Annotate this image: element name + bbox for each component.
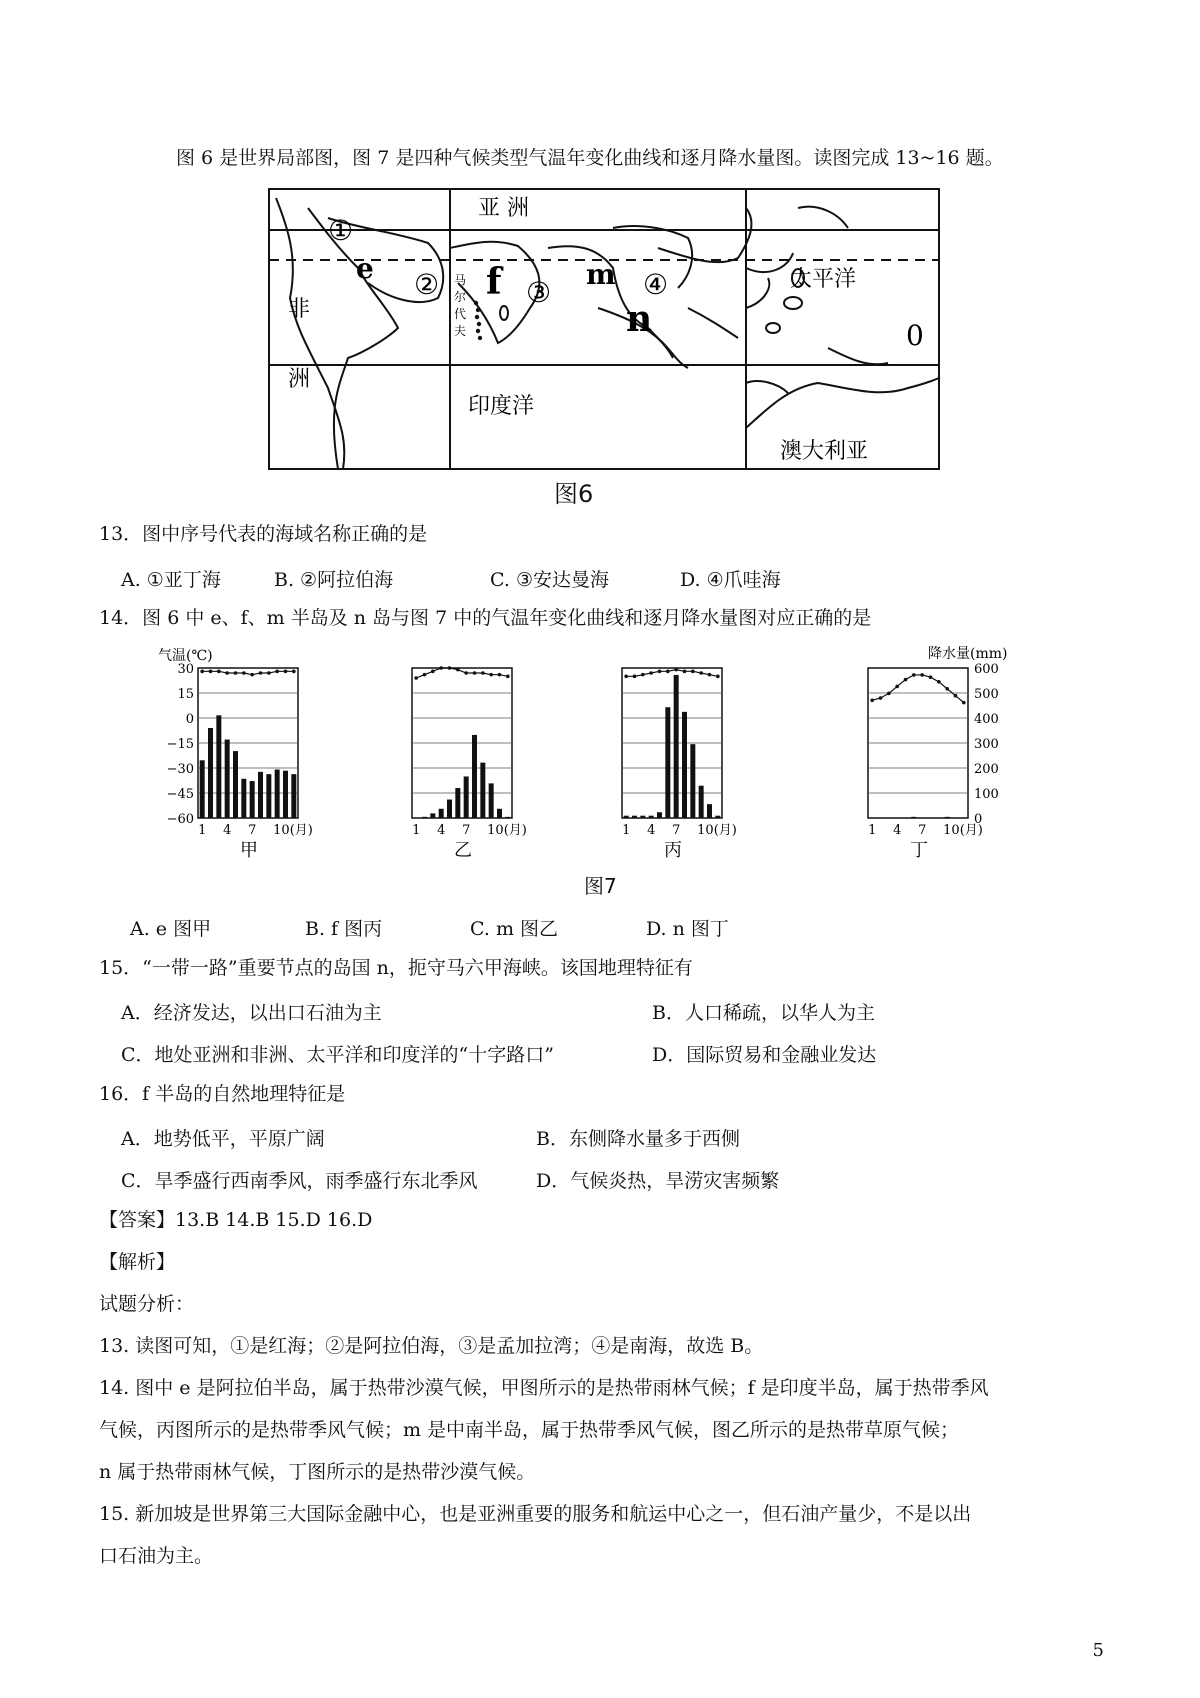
precip-bar <box>216 715 221 818</box>
precip-bar <box>640 816 645 818</box>
chart-name: 丙 <box>664 840 682 861</box>
precip-bar <box>200 760 205 818</box>
precip-bar <box>505 817 510 818</box>
x-tick-label: 4 <box>437 823 446 838</box>
map-label-maldives-4: 夫 <box>454 324 467 338</box>
chart-name: 甲 <box>240 840 258 861</box>
temperature-point <box>708 673 712 677</box>
temperature-point <box>641 673 645 677</box>
temp-tick-label: −15 <box>166 737 194 752</box>
temperature-point <box>904 678 908 682</box>
precip-bar <box>682 712 687 818</box>
x-tick-label: 7 <box>918 823 927 838</box>
temperature-point <box>498 673 502 677</box>
temp-tick-label: 0 <box>185 712 194 727</box>
precip-bar <box>707 804 712 818</box>
precip-tick-label: 100 <box>974 787 999 802</box>
map-label-circ1: ① <box>328 214 354 247</box>
precip-tick-label: 0 <box>974 812 983 827</box>
temperature-point <box>666 670 670 674</box>
precip-bar <box>674 675 679 818</box>
analysis-subheading: 试题分析： <box>99 1293 195 1315</box>
map-label-pacific: 太平洋 <box>790 267 857 292</box>
map-label-indian-ocean: 印度洋 <box>468 394 535 419</box>
precip-tick-label: 600 <box>974 662 999 677</box>
q13-stem: 13．图中序号代表的海域名称正确的是 <box>99 523 428 545</box>
precip-bar <box>489 783 494 818</box>
x-tick-label: 10(月) <box>487 823 527 838</box>
precip-bar <box>911 817 916 818</box>
temperature-point <box>242 671 246 675</box>
temperature-point <box>423 673 427 677</box>
map-label-zero: 0 <box>906 319 924 352</box>
map-label-maldives-1: 马 <box>454 273 467 287</box>
climate-chart-bing <box>612 646 792 866</box>
x-tick-label: 1 <box>622 823 631 838</box>
temperature-point <box>267 671 271 675</box>
analysis-line-1: 13. 读图可知，①是红海；②是阿拉伯海，③是孟加拉湾；④是南海，故选 B。 <box>99 1335 764 1357</box>
temperature-point <box>200 670 204 674</box>
temperature-point <box>284 670 288 674</box>
temperature-point <box>456 668 460 672</box>
precip-bar <box>233 751 238 818</box>
analysis-line-5: 15. 新加坡是世界第三大国际金融中心，也是亚洲重要的服务和航运中心之一，但石油产量少，不是以出 <box>99 1503 972 1525</box>
map-label-australia: 澳大利亚 <box>780 439 869 464</box>
q14-option-c: C. m 图乙 <box>470 918 558 940</box>
q16-option-b: B．东侧降水量多于西侧 <box>536 1128 740 1150</box>
chart-ding-wrapper <box>858 646 1058 870</box>
temperature-point <box>716 675 720 679</box>
map-label-circ2: ② <box>414 268 440 301</box>
precip-bar <box>250 781 255 818</box>
precip-bar <box>447 800 452 818</box>
map-label-circ3: ③ <box>526 276 552 309</box>
temp-tick-label: 15 <box>177 687 194 702</box>
intro-text: 图 6 是世界局部图，图 7 是四种气候类型气温年变化曲线和逐月降水量图。读图完成 13~16 题。 <box>176 147 1004 169</box>
precip-bar <box>455 788 460 818</box>
x-tick-label: 7 <box>462 823 471 838</box>
temperature-point <box>633 675 637 679</box>
precip-bar <box>657 812 662 818</box>
map-label-f: f <box>486 261 502 303</box>
precip-bar <box>422 817 427 818</box>
precip-bar <box>275 770 280 818</box>
temperature-point <box>954 694 958 698</box>
precip-bar <box>715 816 720 818</box>
precip-bar <box>439 809 444 818</box>
figure-6-map <box>268 188 940 470</box>
temperature-point <box>683 670 687 674</box>
x-tick-label: 10(月) <box>697 823 737 838</box>
temperature-point <box>439 666 443 670</box>
temperature-point <box>912 673 916 677</box>
precip-bar <box>464 776 469 818</box>
q13-option-c: C. ③安达曼海 <box>490 569 609 591</box>
precip-bar <box>283 771 288 818</box>
x-tick-label: 4 <box>893 823 902 838</box>
precip-tick-label: 300 <box>974 737 999 752</box>
precip-tick-label: 400 <box>974 712 999 727</box>
map-label-n: n <box>626 298 653 340</box>
figure-7-caption: 图7 <box>584 874 617 898</box>
climate-chart-jia <box>158 646 338 866</box>
temperature-point <box>259 671 263 675</box>
temperature-point <box>699 671 703 675</box>
temperature-point <box>464 671 468 675</box>
x-tick-label: 4 <box>223 823 232 838</box>
q13-option-a: A. ①亚丁海 <box>121 569 221 591</box>
chart-yi-wrapper <box>402 646 582 870</box>
precip-bar <box>430 813 435 818</box>
precip-bar <box>472 735 477 818</box>
x-tick-label: 10(月) <box>943 823 983 838</box>
map-label-e: e <box>356 252 374 285</box>
temperature-point <box>506 675 510 679</box>
precip-tick-label: 200 <box>974 762 999 777</box>
temperature-point <box>929 675 933 679</box>
temperature-point <box>962 701 966 705</box>
precip-bar <box>266 774 271 818</box>
q14-option-b: B. f 图丙 <box>305 918 383 940</box>
page-number: 5 <box>1092 1640 1104 1661</box>
precip-bar <box>480 763 485 818</box>
chart-name: 乙 <box>454 840 472 861</box>
q15-option-c: C．地处亚洲和非洲、太平洋和印度洋的“十字路口” <box>121 1044 554 1066</box>
precip-bar <box>291 774 296 818</box>
temperature-point <box>937 680 941 684</box>
temperature-point <box>209 670 213 674</box>
precip-bar <box>225 740 230 818</box>
precip-bar <box>624 816 629 818</box>
chart-bing-wrapper <box>612 646 792 870</box>
x-tick-label: 7 <box>248 823 257 838</box>
x-tick-label: 4 <box>647 823 656 838</box>
climate-chart-ding <box>858 646 1058 866</box>
map-label-africa2: 洲 <box>288 367 311 392</box>
q15-stem: 15．“一带一路”重要节点的岛国 n，扼守马六甲海峡。该国地理特征有 <box>99 957 693 979</box>
x-tick-label: 1 <box>868 823 877 838</box>
x-tick-label: 1 <box>412 823 421 838</box>
map-label-africa1: 非 <box>288 297 311 322</box>
precip-bar <box>690 744 695 818</box>
analysis-line-6: 口石油为主。 <box>99 1545 214 1567</box>
map-label-circ4: ④ <box>643 268 669 301</box>
precip-tick-label: 500 <box>974 687 999 702</box>
temp-tick-label: −60 <box>166 812 194 827</box>
temperature-point <box>275 670 279 674</box>
q14-option-d: D. n 图丁 <box>646 918 729 940</box>
temperature-point <box>945 687 949 691</box>
precip-bar <box>497 809 502 818</box>
temperature-point <box>658 670 662 674</box>
precip-bar <box>208 728 213 818</box>
temperature-point <box>920 673 924 677</box>
temperature-point <box>489 673 493 677</box>
q15-option-d: D．国际贸易和金融业发达 <box>652 1044 877 1066</box>
q13-option-d: D. ④爪哇海 <box>680 569 781 591</box>
q14-stem: 14．图 6 中 e、f、m 半岛及 n 岛与图 7 中的气温年变化曲线和逐月降水量图对应正确的是 <box>99 607 872 629</box>
temperature-point <box>887 692 891 696</box>
temperature-point <box>225 671 229 675</box>
precip-bar <box>649 816 654 818</box>
map-label-maldives-3: 代 <box>454 307 467 321</box>
temperature-point <box>250 673 254 677</box>
temperature-point <box>624 675 628 679</box>
temperature-point <box>431 670 435 674</box>
temperature-point <box>473 671 477 675</box>
temp-tick-label: −45 <box>166 787 194 802</box>
q16-option-d: D．气候炎热，旱涝灾害频繁 <box>536 1170 780 1192</box>
q15-option-a: A．经济发达，以出口石油为主 <box>121 1002 382 1024</box>
temperature-point <box>234 671 238 675</box>
temperature-point <box>649 671 653 675</box>
map-label-asia: 亚 洲 <box>478 196 529 221</box>
answer-line: 【答案】13.B 14.B 15.D 16.D <box>99 1209 373 1231</box>
q15-option-b: B．人口稀疏，以华人为主 <box>652 1002 875 1024</box>
precip-axis-title: 降水量(mm) <box>928 646 1008 662</box>
precip-bar <box>632 816 637 818</box>
analysis-line-3: 气候，丙图所示的是热带季风气候；m 是中南半岛，属于热带季风气候，图乙所示的是热带草原气候； <box>99 1419 960 1441</box>
chart-name: 丁 <box>910 840 928 861</box>
temp-tick-label: 30 <box>177 662 194 677</box>
analysis-heading: 【解析】 <box>99 1251 176 1273</box>
q16-stem: 16．f 半岛的自然地理特征是 <box>99 1083 346 1105</box>
analysis-line-4: n 属于热带雨林气候，丁图所示的是热带沙漠气候。 <box>99 1461 536 1483</box>
precip-bar <box>945 817 950 818</box>
figure-6-caption: 图6 <box>554 480 594 508</box>
temp-axis-title: 气温(℃) <box>158 648 213 664</box>
temperature-point <box>879 696 883 700</box>
x-tick-label: 10(月) <box>273 823 313 838</box>
temperature-point <box>217 670 221 674</box>
q16-option-a: A．地势低平，平原广阔 <box>121 1128 325 1150</box>
temperature-point <box>674 668 678 672</box>
climate-chart-yi <box>402 646 582 866</box>
temperature-point <box>414 676 418 680</box>
temperature-point <box>448 666 452 670</box>
x-tick-label: 1 <box>198 823 207 838</box>
precip-bar <box>241 779 246 818</box>
map-label-m: m <box>586 258 616 291</box>
temperature-point <box>691 670 695 674</box>
temperature-point <box>870 699 874 703</box>
map-label-maldives-2: 尔 <box>454 290 467 304</box>
q16-option-c: C．旱季盛行西南季风，雨季盛行东北季风 <box>121 1170 478 1192</box>
q13-option-b: B. ②阿拉伯海 <box>274 569 394 591</box>
x-tick-label: 7 <box>672 823 681 838</box>
temp-tick-label: −30 <box>166 762 194 777</box>
precip-bar <box>699 786 704 818</box>
q14-option-a: A. e 图甲 <box>130 918 212 940</box>
temperature-point <box>481 671 485 675</box>
analysis-line-2: 14. 图中 e 是阿拉伯半岛，属于热带沙漠气候，甲图所示的是热带雨林气候；f 是印度半岛，属于热带季风 <box>99 1377 989 1399</box>
precip-bar <box>665 707 670 818</box>
temperature-point <box>895 685 899 689</box>
chart-jia-wrapper <box>158 646 338 870</box>
precip-bar <box>258 772 263 818</box>
temperature-point <box>292 670 296 674</box>
